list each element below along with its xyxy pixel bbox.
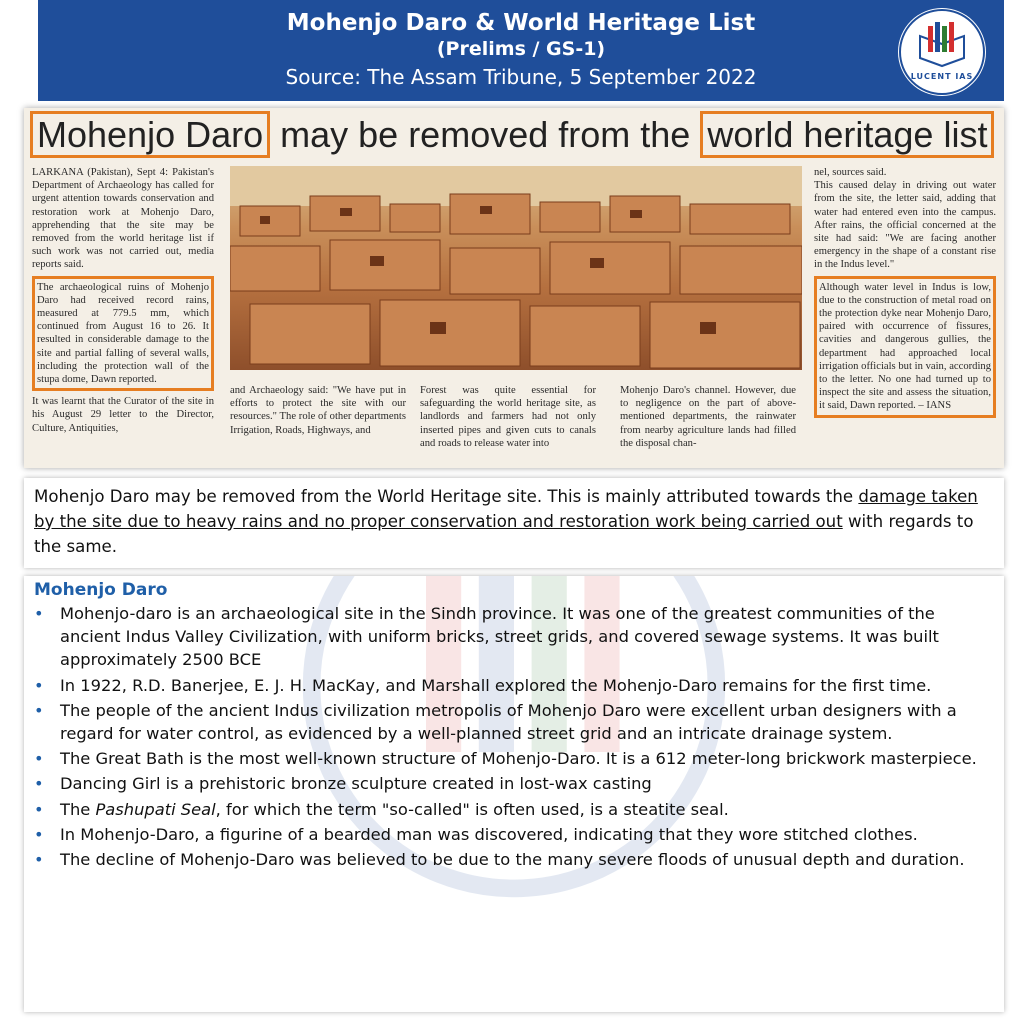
list-item [34, 848, 1004, 871]
page-title: Mohenjo Daro & World Heritage List [286, 10, 756, 36]
article-column-5 [814, 166, 996, 418]
list-item-text: The people of the ancient Indus civilization metropolis of Mohenjo Daro were excellent urban designers with a regard for water control, as evidenced by a well-planned street grid and an intricate drainage system. [60, 700, 957, 744]
mohenjo-daro-illustration [230, 166, 802, 370]
article-highlight-box-right [814, 276, 996, 418]
lucent-ias-logo [898, 8, 986, 96]
summary-start: Mohenjo Daro may be removed from the World Heritage site. This is mainly attributed towards the [34, 487, 859, 506]
list-item-text: In 1922, R.D. Banerjee, E. J. H. MacKay, and Marshall explored the Mohenjo-Daro remains for the first time. [60, 675, 932, 695]
bullet-icon: • [34, 700, 44, 720]
notes-list [24, 602, 1004, 871]
headline-middle: may be removed from the [280, 114, 691, 155]
list-item-italic: Pashupati Seal [95, 799, 216, 819]
newspaper-clipping [24, 108, 1004, 468]
summary-underlined: damage taken by the site due to heavy rains and no proper conservation and restoration work being carried out [34, 487, 978, 531]
bullet-icon: • [34, 749, 44, 769]
list-item [34, 674, 1004, 697]
summary-box [24, 478, 1004, 568]
article-paragraph: The archaeological ruins of Mohenjo Daro had received record rains, measured at 779.5 mm, which continued from August 16 to 26. It resulted in considerable damage to the site and partial falling of several walls, including the protection wall of the stupa dome, Dawn reported. [37, 281, 209, 386]
city-illustration-icon [230, 166, 802, 370]
list-item-text: Mohenjo-daro is an archaeological site in the Sindh province. It was one of the greatest communities of the ancient Indus Valley Civilization, with uniform bricks, street grids, and covered sewage systems. It was built approximately 2500 BCE [60, 604, 939, 670]
page-subtitle: (Prelims / GS-1) [436, 38, 606, 60]
summary-end: with regards to the same. [34, 512, 974, 556]
bullet-icon: • [34, 604, 44, 623]
list-item [34, 699, 1004, 745]
list-item [34, 772, 1004, 795]
article-paragraph: Although water level in Indus is low, due to the construction of metal road on the protection dyke near Mohenjo Daro, paired with occurrence of fissures, cavities and dangerous gullies, the department had approached local irrigation officials but in vain, according to the letter. No one had turned up to inspect the site and assess the situation, it said, Dawn reported. – IANS [819, 281, 991, 412]
notes-heading: Mohenjo Daro [34, 580, 168, 600]
list-item-text: In Mohenjo-Daro, a figurine of a bearded man was discovered, indicating that they wore stitched clothes. [60, 824, 918, 844]
clipping-headline [30, 112, 1000, 158]
list-item [34, 823, 1004, 846]
bullet-icon: • [34, 850, 44, 870]
article-column-3: Forest was quite essential for safeguarding the world heritage site, as landlords and farmers had not only inserted pipes and given cuts to canals and roads to release water into [420, 385, 596, 449]
notes-box [24, 576, 1004, 1012]
bullet-icon: • [34, 799, 44, 819]
logo-book-icon [898, 8, 986, 96]
article-paragraph: LARKANA (Pakistan), Sept 4: Pakistan's Department of Archaeology has called for urgent attention towards conservation and restoration work at Mohenjo Daro, apprehending that the site may be removed from the world heritage list if such work was not carried out, media reports said. [32, 167, 214, 271]
bullet-icon: • [34, 675, 44, 695]
headline-highlight-2: world heritage list [700, 111, 994, 158]
list-item-text: Dancing Girl is a prehistoric bronze sculpture created in lost-wax casting [60, 774, 652, 794]
list-item [34, 747, 1004, 770]
bullet-icon: • [34, 774, 44, 794]
header-banner [38, 0, 1004, 101]
list-item [34, 798, 1004, 821]
article-column-2: and Archaeology said: "We have put in efforts to protect the site with our resources." The role of other departments Irrigation, Roads, Highways, and [230, 385, 406, 436]
source-line: Source: The Assam Tribune, 5 September 2022 [285, 65, 757, 89]
list-item-text: , for which the term "so-called" is often used, is a steatite seal. [215, 799, 729, 819]
list-item [34, 602, 1004, 672]
list-item-text: The [60, 799, 96, 819]
logo-text: LUCENT IAS [910, 72, 974, 81]
headline-highlight-1: Mohenjo Daro [30, 111, 270, 158]
article-column-4: Mohenjo Daro's channel. However, due to negligence on the part of above-mentioned departments, the rainwater from nearby agriculture lands had filled the disposal chan- [620, 385, 796, 449]
summary-text [34, 484, 994, 559]
article-column-1 [32, 166, 214, 435]
article-highlight-box-left [32, 276, 214, 392]
list-item-text: The decline of Mohenjo-Daro was believed to be due to the many severe floods of unusual depth and duration. [60, 850, 965, 870]
list-item-text: The Great Bath is the most well-known structure of Mohenjo-Daro. It is a 612 meter-long brickwork masterpiece. [60, 749, 977, 769]
article-paragraph: nel, sources said. [814, 167, 887, 178]
bullet-icon: • [34, 824, 44, 844]
article-paragraph: This caused delay in driving out water from the site, the letter said, adding that water had entered even into the campus. After rains, the official concerned at the site had said: "We are facing another emergency in the shape of a constant rise in the Indus level." [814, 180, 996, 271]
article-paragraph: It was learnt that the Curator of the site in his August 29 letter to the Director, Culture, Antiquities, [32, 396, 214, 434]
